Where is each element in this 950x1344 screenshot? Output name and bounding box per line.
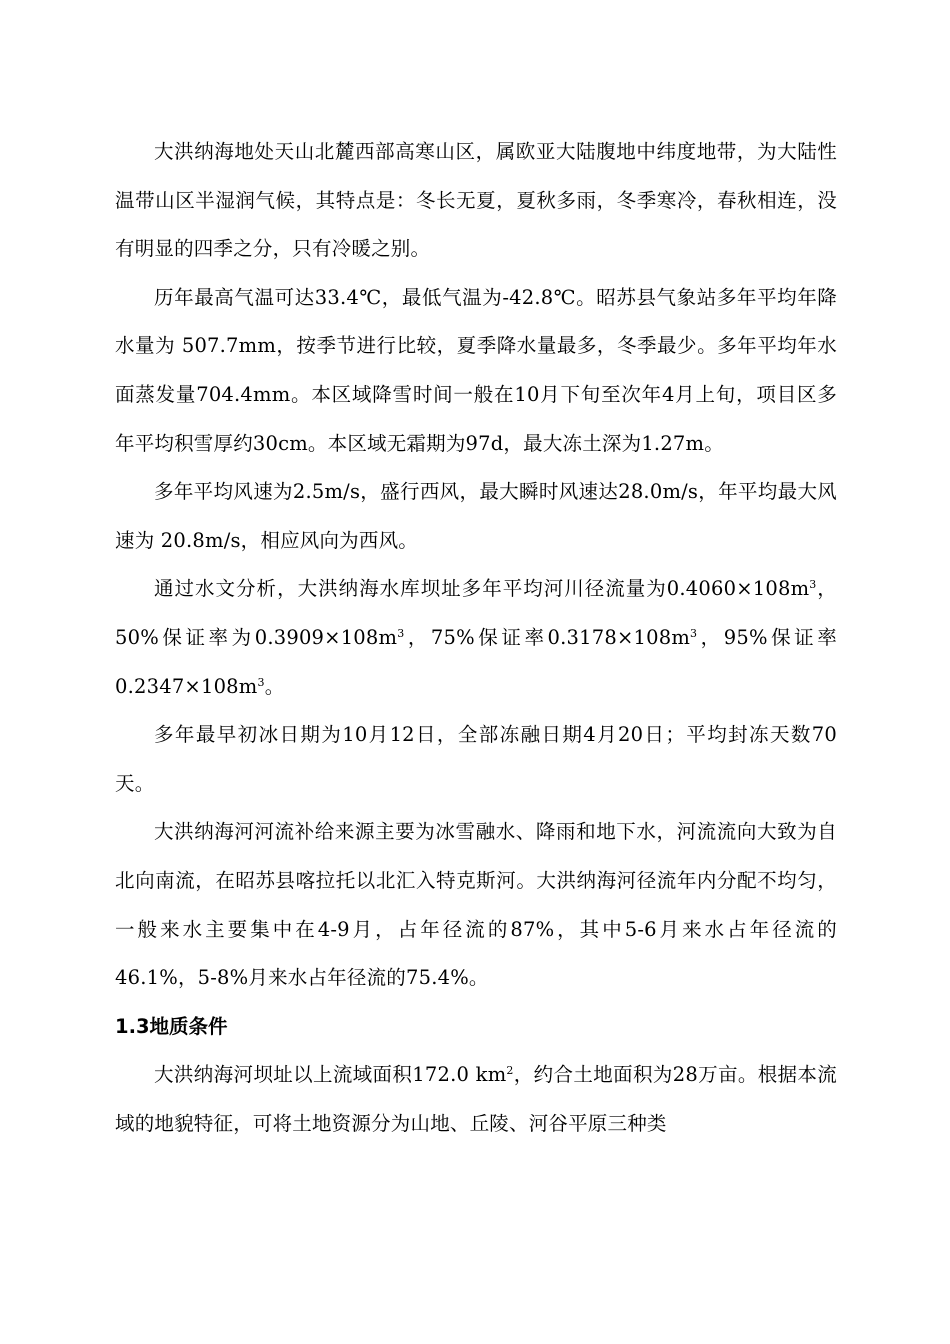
ice-paragraph: 多年最早初冰日期为10月12日，全部冻融日期4月20日；平均封冻天数70天。 xyxy=(115,723,837,795)
runoff-exponent-4: 3 xyxy=(257,675,265,689)
geology-paragraph xyxy=(115,1051,837,1148)
runoff-exponent-1: 3 xyxy=(809,578,817,592)
document-body xyxy=(115,128,837,1148)
runoff-text-1: 通过水文分析，大洪纳海水库坝址多年平均河川径流量为0.4060×108m xyxy=(154,577,810,601)
runoff-text-5: 。 xyxy=(264,674,285,698)
geology-exponent: 2 xyxy=(506,1064,514,1078)
river-supply-paragraph: 大洪纳海河河流补给来源主要为冰雪融水、降雨和地下水，河流流向大致为自北向南流，在昭苏县喀拉托以北汇入特克斯河。大洪纳海河径流年内分配不均匀，一般来水主要集中在4-9月，占年径流的87%，其中5-6月来水占年径流的46.1%，5-8%月来水占年径流的75.4%。 xyxy=(115,820,837,990)
runoff-paragraph xyxy=(115,565,837,711)
wind-paragraph: 多年平均风速为2.5m/s，盛行西风，最大瞬时风速达28.0m/s，年平均最大风速为 20.8m/s，相应风向为西风。 xyxy=(115,480,837,552)
runoff-text-3: ，75%保证率0.3178×108m xyxy=(404,625,691,649)
section-heading-geology: 1.3地质条件 xyxy=(115,1014,228,1038)
runoff-exponent-3: 3 xyxy=(690,626,698,640)
runoff-text-2: ，50%保证率为0.3909×108m xyxy=(115,577,837,649)
climate-paragraph: 大洪纳海地处天山北麓西部高寒山区，属欧亚大陆腹地中纬度地带，为大陆性温带山区半湿润气候，其特点是：冬长无夏，夏秋多雨，冬季寒冷，春秋相连，没有明显的四季之分，只有冷暖之别。 xyxy=(115,140,837,261)
runoff-text-4: ，95%保证率0.2347×108m xyxy=(115,625,837,698)
geology-text-1: 大洪纳海河坝址以上流域面积172.0 km xyxy=(154,1063,507,1087)
geology-text-2: ，约合土地面积为28万亩。根据本流域的地貌特征，可将土地资源分为山地、丘陵、河谷平原三种类 xyxy=(115,1063,837,1135)
temperature-precipitation-paragraph: 历年最高气温可达33.4℃，最低气温为-42.8℃。昭苏县气象站多年平均年降水量为 507.7mm，按季节进行比较，夏季降水量最多，冬季最少。多年平均年水面蒸发量704.4mm。本区域降雪时间一般在10月下旬至次年4月上旬，项目区多年平均积雪厚约30cm。本区域无霜期为97d，最大冻土深为1.27m。 xyxy=(115,285,837,455)
runoff-exponent-2: 3 xyxy=(397,626,405,640)
